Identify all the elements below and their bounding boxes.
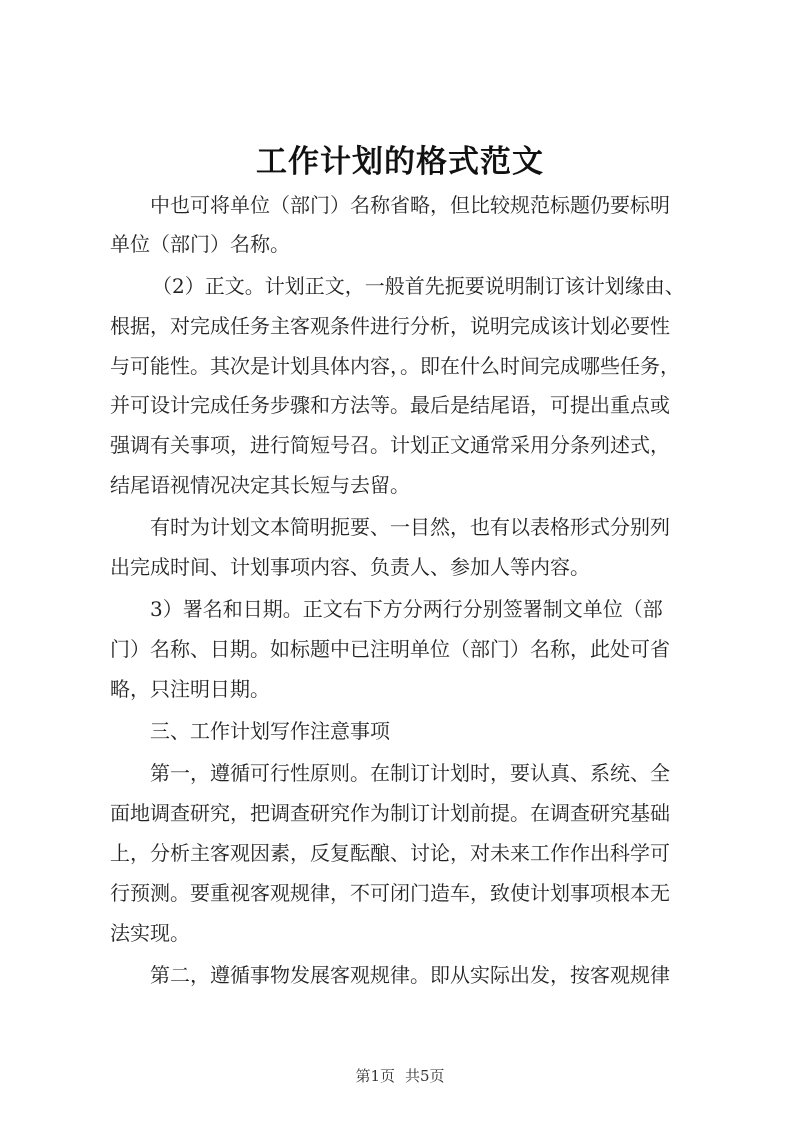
text-line: 门）名称、日期。如标题中已注明单位（部门）名称，此处可省 [110,637,670,661]
text-line: 3）署名和日期。正文右下方分两行分别签署制文单位（部 [150,597,663,621]
text-line: 结尾语视情况决定其长短与去留。 [110,473,410,497]
text-line: 第二，遵循事物发展客观规律。即从实际出发，按客观规律 [150,963,670,987]
page-number: 第1页 [355,1067,395,1085]
document-title: 工作计划的格式范文 [256,144,544,180]
text-line: 法实现。 [110,921,190,945]
page-footer [0,1065,800,1087]
text-line: 行预测。要重视客观规律，不可闭门造车，致使计划事项根本无 [110,881,670,905]
text-line: 略，只注明日期。 [110,677,270,701]
text-line: 中也可将单位（部门）名称省略，但比较规范标题仍要标明 [150,193,670,217]
text-line: （2）正文。计划正文，一般首先扼要说明制订该计划缘由、 [152,274,685,298]
text-line: 面地调查研究，把调查研究作为制订计划前提。在调查研究基础 [110,801,670,825]
text-line: 并可设计完成任务步骤和方法等。最后是结尾语，可提出重点或 [110,393,670,417]
text-line: 单位（部门）名称。 [110,232,290,256]
text-line: 强调有关事项，进行简短号召。计划正文通常采用分条列述式， [110,433,670,457]
text-line: 有时为计划文本简明扼要、一目然，也有以表格形式分别列 [150,515,670,539]
text-line: 根据，对完成任务主客观条件进行分析，说明完成该计划必要性 [110,314,670,338]
text-line: 上，分析主客观因素，反复酝酿、讨论，对未来工作作出科学可 [110,841,670,865]
text-line: 第一，遵循可行性原则。在制订计划时，要认真、系统、全 [150,761,670,785]
section-heading: 三、工作计划写作注意事项 [150,719,390,743]
text-line: 出完成时间、计划事项内容、负责人、参加人等内容。 [110,555,590,579]
page-total: 共5页 [405,1067,445,1085]
text-line: 与可能性。其次是计划具体内容，。即在什么时间完成哪些任务， [110,354,680,378]
